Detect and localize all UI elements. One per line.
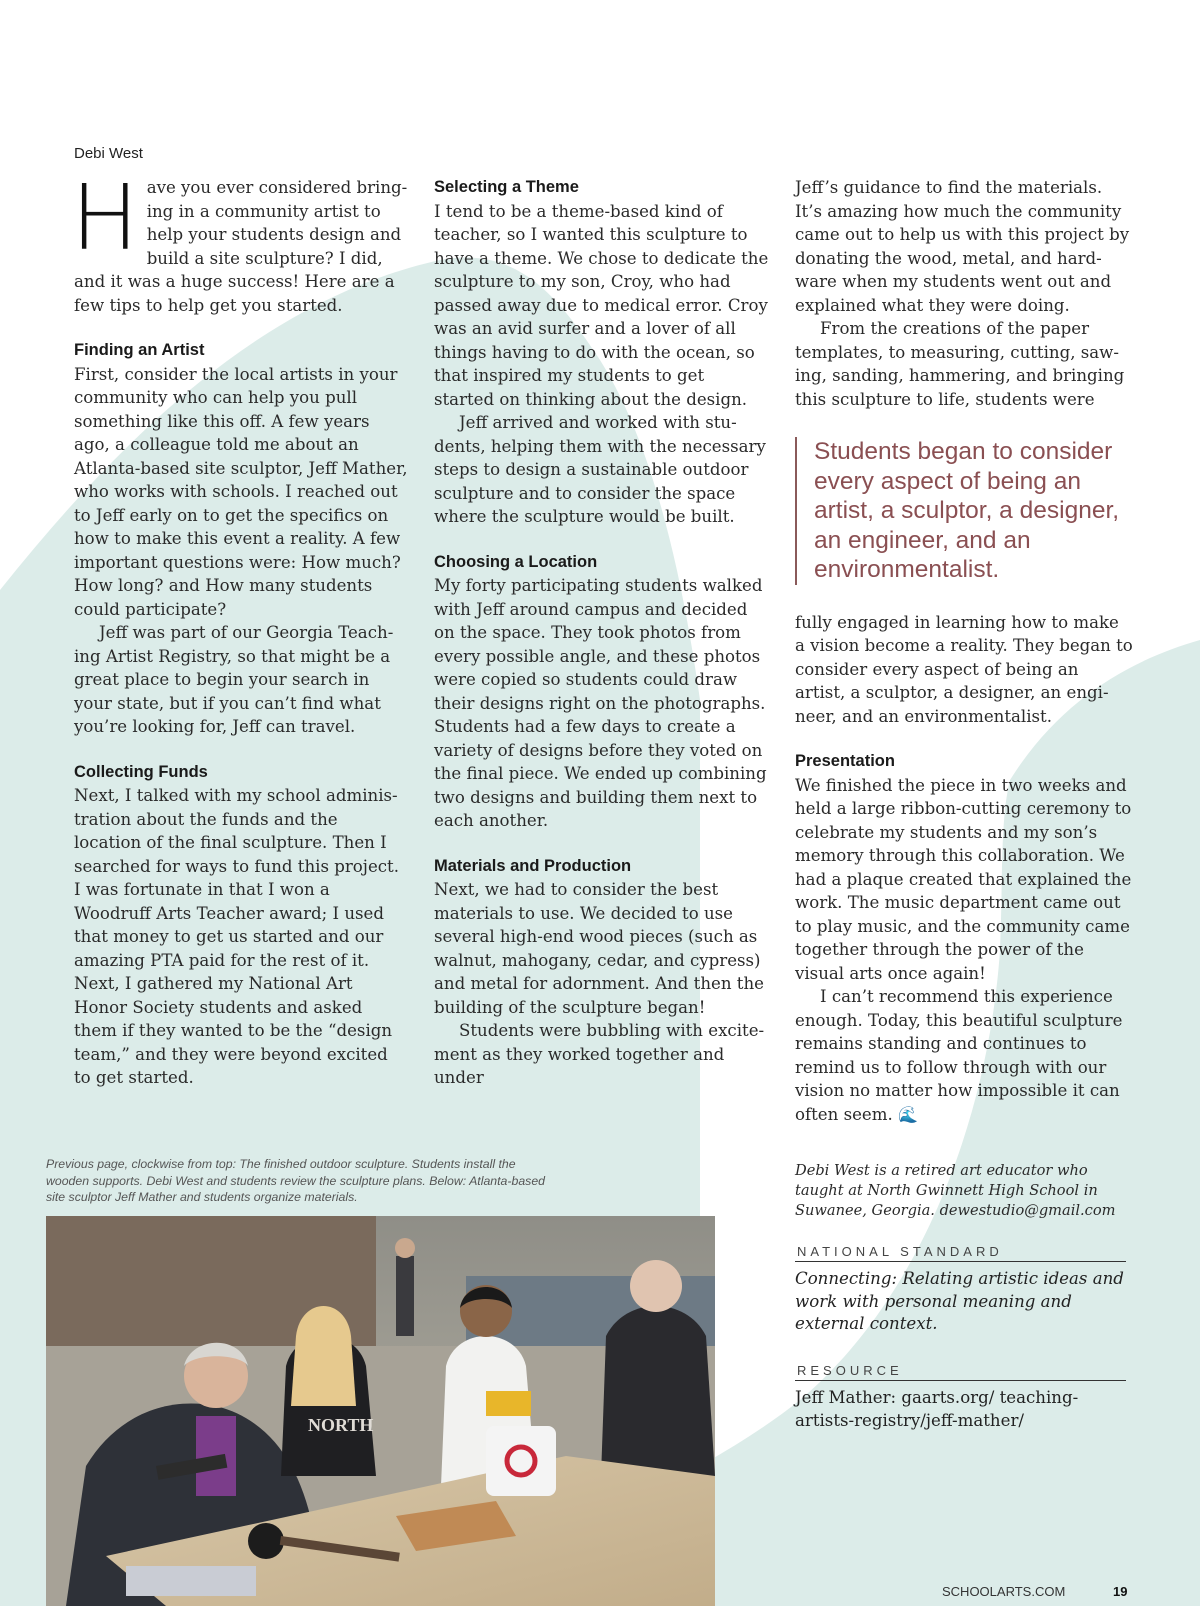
paragraph: We finished the piece in two weeks and held a large ribbon-cutting ceremony to celebrate my students and my son’s memory through this collaboration. We had a plaque created that explained the work. The music department came out to play music, and the community came together through the power of the visual arts once again! — [795, 775, 1132, 983]
hoodie-lettering: NORTH — [308, 1415, 374, 1435]
background-person — [396, 1256, 414, 1336]
student-right-head — [630, 1260, 682, 1312]
hardware-box — [126, 1566, 256, 1596]
intro-text: ave you ever considered bringing in a community artist to help your students design and build a site sculpture? I did, and it was a huge success! Here are a few tips to help get you started. — [74, 178, 408, 315]
paragraph: Next, I talked with my school administration about the funds and the location of the final sculpture. Then I searched for ways to fund this project. I was fortunate in that I won a Woodruff Arts Teacher award; I used that money to get us started and our amazing PTA paid for the rest of it. Next, I gathered my National Art Honor Society students and asked them if they wanted to be the “design team,” and they were beyond excited to get started. — [74, 786, 400, 1087]
paragraph: fully engaged in learning how to make a vision become a reality. They began to consider every aspect of being an artist, a sculptor, a designer, an engineer, and an environmentalist. — [795, 612, 1133, 726]
paragraph: My forty participating students walked with Jeff around campus and decided on the space. They took photos from every possible angle, and these photos were copied so students could draw their designs right on the photographs. Students had a few days to create a variety of designs before they voted on the final piece. We ended up combining two designs and building them next to each another. — [434, 576, 767, 830]
footer-site: SCHOOLARTS.COM — [942, 1584, 1066, 1599]
column-1 — [71, 166, 409, 1090]
column-3 — [795, 176, 1133, 1126]
national-standard-text: Connecting: Relating artistic ideas and work with personal meaning and external context. — [795, 1269, 1124, 1333]
national-standard-label: NATIONAL STANDARD — [795, 1244, 1126, 1262]
final-paragraph-text: I can’t recommend this experience enough. Today, this beautiful sculpture remains standing and continues to remind us to follow through with our vision no matter how impossible it can often seem. — [795, 987, 1123, 1124]
pull-quote — [795, 437, 1133, 585]
shopping-bag — [486, 1426, 556, 1496]
paragraph: From the creations of the paper templates, to measuring, cutting, sawing, sanding, hammering, and bringing this sculpture to life, students were — [795, 319, 1125, 409]
heading-choosing-location: Choosing a Location — [434, 552, 598, 571]
heading-finding-artist: Finding an Artist — [74, 341, 205, 359]
resource-box — [795, 1363, 1126, 1432]
background-person-head — [395, 1238, 415, 1258]
heading-presentation: Presentation — [795, 752, 895, 770]
author-byline: Debi West — [74, 145, 143, 162]
heading-selecting-theme: Selecting a Theme — [434, 178, 579, 196]
intro-paragraph — [71, 166, 409, 317]
national-standard-box — [795, 1244, 1126, 1336]
resource-text: Jeff Mather: gaarts.org/ teaching-artists-registry/jeff-mather/ — [795, 1388, 1079, 1430]
pull-quote-text: Students began to consider every aspect of being an artist, a sculptor, a designer, an engineer, and an environmentalist. — [814, 438, 1120, 583]
mallet-head — [248, 1523, 284, 1559]
resource-label: RESOURCE — [795, 1363, 1126, 1381]
column-2 — [434, 176, 769, 1090]
heading-collecting-funds: Collecting Funds — [74, 762, 208, 781]
photo-students-organizing-materials — [46, 1216, 715, 1606]
drop-cap: H — [71, 166, 139, 271]
author-bio: Debi West is a retired art educator who taught at North Gwinnett High School in Suwanee, Georgia. dewestudio@gmail.com — [795, 1162, 1116, 1219]
final-paragraph — [795, 985, 1133, 1126]
power-sander — [486, 1391, 531, 1416]
paragraph: Jeff arrived and worked with students, helping them with the necessary steps to design a sustainable outdoor sculpture and to consider the space where the sculpture would be built. — [434, 413, 766, 526]
paragraph: Next, we had to consider the best materials to use. We decided to use several high-end wood pieces (such as walnut, mahogany, cedar, and cypress) and metal for adornment. And then the building of the sculpture began! — [434, 880, 764, 1017]
paragraph: First, consider the local artists in your community who can help you pull something like this off. A few years ago, a colleague told me about an Atlanta-based site sculptor, Jeff Mather, who works with schools. I reached out to Jeff early on to get the specifics on how to make this event a reality. A few important questions were: How much? How long? and How many students could participate? — [74, 364, 408, 619]
paragraph: Jeff was part of our Georgia Teaching Artist Registry, so that might be a great place to begin your search in your state, but if you can’t find what you’re looking for, Jeff can travel. — [74, 623, 394, 736]
girl-hair — [291, 1306, 356, 1406]
heading-materials-production: Materials and Production — [434, 856, 632, 875]
paragraph: I tend to be a theme-based kind of teacher, so I wanted this sculpture to have a theme. We chose to dedicate the sculpture to my son, Croy, who had passed away due to medical error. Croy was an avid surfer and a lover of all things having to do with the ocean, so that inspired my students to get started on thinking about the design. — [434, 201, 769, 409]
student-right — [601, 1306, 715, 1476]
paragraph: Students were bubbling with excitement as they worked together and under — [434, 1021, 765, 1087]
page-number: 19 — [1113, 1584, 1128, 1599]
paragraph: Jeff’s guidance to find the materials. It’s amazing how much the community came out to help us with this project by donating the wood, metal, and hardware when my students went out and explained what they were doing. — [795, 178, 1130, 315]
photo-illustration — [46, 1216, 715, 1606]
wave-icon: 🌊 — [898, 1104, 918, 1124]
photo-caption: Previous page, clockwise from top: The finished outdoor sculpture. Students install the wooden supports. Debi West and students review the sculpture plans. Below: Atlanta-based site sculptor Jeff Mather and students organize materials. — [46, 1157, 545, 1204]
